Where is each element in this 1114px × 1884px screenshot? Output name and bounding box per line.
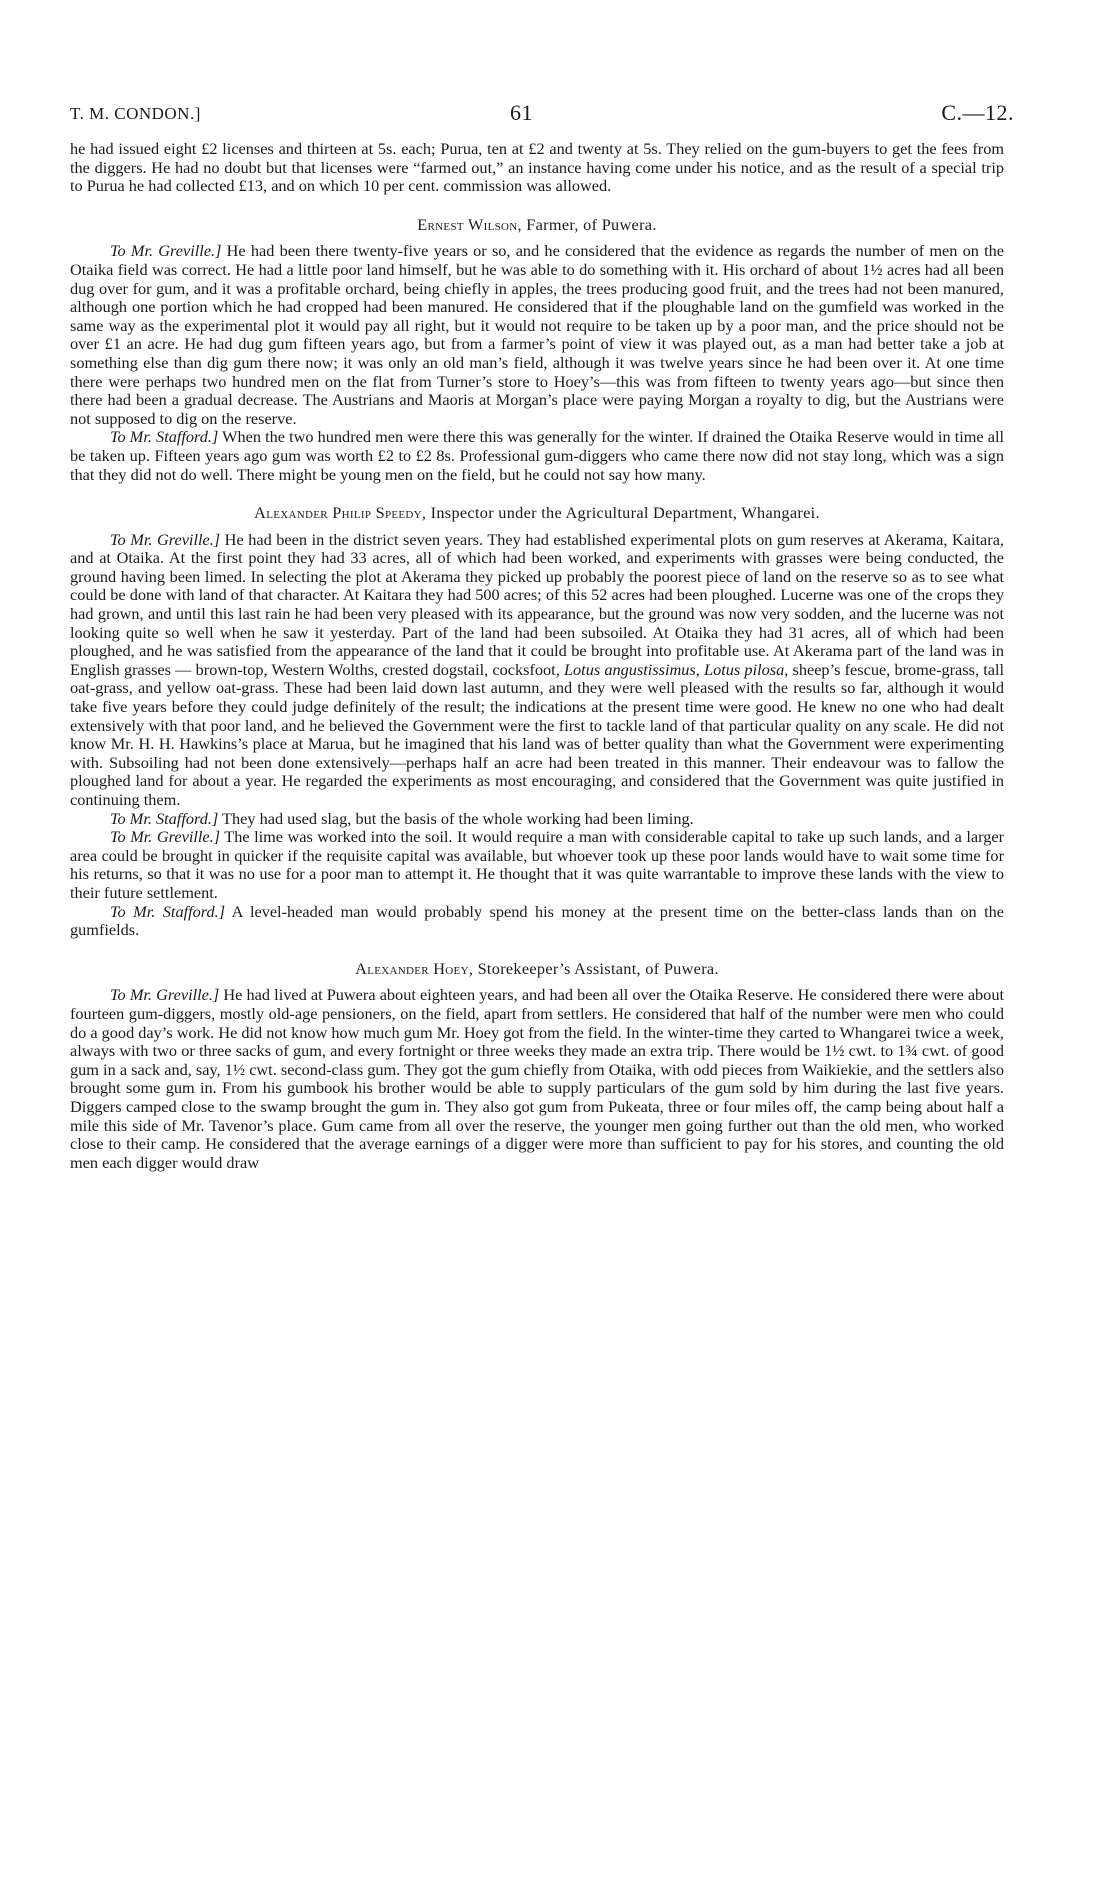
continued-paragraph: he had issued eight £2 licenses and thirteen at 5s. each; Purua, ten at £2 and twenty at 5s. They relied on the gum-buyers to get the fees from the diggers. He had no doubt but that licenses were “farmed out,” an instance having come under his notice, and as the result of a special trip to Purua he had collected £13, and on which 10 per cent. commission was allowed.	[70, 139, 1004, 196]
species-name: Lotus angustissimus	[563, 659, 696, 679]
testimony-text: When the two hundred men were there this was generally for the winter. If drained the Otaika Reserve would in time all be taken up. Fifteen years ago gum was worth £2 to £2 8s. Professional gum-diggers who came there now did not stay long, which was a sign that they did not do well. There might be young men on the field, but he could not say how many.	[70, 427, 1005, 484]
testimony-text: , sheep’s fescue, brome-grass, tall oat-grass, and yellow oat-grass. These had been laid down last autumn, and they were well pleased with the results so far, although it would take five years before they could judge definitely of the result; the indications at the present time were good. He knew no one who had dealt extensively with that poor land, and he believed the Government were the first to tackle land of that particular quality on any scale. He did not know Mr. H. H. Hawkins’s place at Marua, but he imagined that his land was of better quality than what the Government were experimenting with. Subsoiling had not been done extensively—perhaps half an acre had been treated in this manner. Their endeavour was to fallow the ploughed land for about a year. He regarded the experiments as most encouraging, and considered that the Government was quite justified in continuing them.	[70, 659, 1005, 809]
speaker-name: Ernest Wilson	[417, 214, 518, 234]
testimony-text: A level-headed man would probably spend his money at the present time on the better-class lands than on the gumfields.	[70, 901, 1004, 940]
examiner-lead: To Mr. Greville.]	[110, 827, 221, 847]
testimony-paragraph	[70, 428, 1004, 484]
page-header	[70, 100, 1014, 140]
speaker-description: , Inspector under the Agricultural Department, Whangarei.	[421, 503, 820, 523]
testimony-paragraph	[70, 242, 1004, 428]
testimony-text: They had used slag, but the basis of the whole working had been liming.	[218, 808, 694, 828]
testimony-text: He had lived at Puwera about eighteen years, and had been all over the Otaika Reserve. He considered there were about fourteen gum-diggers, mostly old-age pensioners, on the field, apart from settlers. He considered that half of the number were men who could do a good day’s work. He did not know how much gum Mr. Hoey got from the field. In the winter-time they carted to Whangarei twice a week, always with two or three sacks of gum, and every fortnight or three weeks they made an extra trip. There would be 1½ cwt. to 1¾ cwt. of good gum in a sack and, say, 1½ cwt. second-class gum. They got the gum chiefly from Otaika, with odd pieces from Waikiekie, and the settlers also brought some gum in. From his gumbook his brother would be able to supply particulars of the gum sold by him during the last five years. Diggers camped close to the swamp brought the gum in. They also got gum from Pukeata, three or four miles off, the camp being about half a mile this side of Mr. Tavenor’s place. Gum came from all over the reserve, the younger men going further out than the old men, who worked close to their camp. He considered that the average earnings of a digger were more than sufficient to pay for his stores, and counting the old men each digger would draw	[70, 985, 1004, 1172]
testimony-paragraph	[70, 986, 1004, 1172]
speaker-heading-hoey	[70, 960, 1004, 979]
testimony-paragraph	[70, 903, 1004, 940]
testimony-text: The lime was worked into the soil. It would require a man with considerable capital to take up such lands, and a larger area could be brought in quicker if the requisite capital was available, but whoever took up these poor lands would have to wait some time for his returns, so that it was no use for a poor man to attempt it. He thought that it was quite warrantable to improve these lands with the view to their future settlement.	[70, 827, 1004, 902]
examiner-lead: To Mr. Greville.]	[110, 985, 220, 1005]
examiner-lead: To Mr. Stafford.]	[110, 808, 219, 828]
page-number: 61	[510, 100, 533, 125]
speaker-heading-wilson	[70, 216, 1004, 235]
speaker-name: Alexander Philip Speedy	[254, 503, 422, 523]
testimony-text: He had been there twenty-five years or so, and he considered that the evidence as regards the number of men on the Otaika field was correct. He had a little poor land himself, but he was able to do something with it. His orchard of about 1½ acres had all been dug over for gum, and it was a profitable orchard, being chiefly in apples, the trees producing good fruit, and the trees had not been manured, although one portion which he had cropped had been manured. He considered that if the ploughable land on the gumfield was worked in the same way as the experimental plot it would pay all right, but it would not require to be taken up by a poor man, and the price should not be over £1 an acre. He had dug gum fifteen years ago, but from a farmer’s point of view it was played out, as a man had better take a job at something else than dig gum there now; it was only an old man’s field, although it was twelve years since he had been over it. At one time there were perhaps two hundred men on the flat from Turner’s store to Hoey’s—this was from fifteen to twenty years ago—but since then there had been a gradual decrease. The Austrians and Maoris at Morgan’s place were paying Morgan a royalty to dig, but the Austrians were not supposed to dig on the reserve.	[70, 241, 1004, 428]
examiner-lead: To Mr. Stafford.]	[110, 901, 226, 921]
testimony-paragraph	[70, 531, 1004, 810]
header-left: T. M. CONDON.]	[70, 104, 201, 123]
examiner-lead: To Mr. Stafford.]	[110, 427, 219, 447]
document-body	[70, 140, 1004, 1172]
speaker-description: , Farmer, of Puwera.	[517, 214, 657, 234]
speaker-description: , Storekeeper’s Assistant, of Puwera.	[468, 958, 719, 978]
testimony-text: He had been in the district seven years. They had established experimental plots on gum reserves at Akerama, Kaitara, and at Otaika. At the first point they had 33 acres, all of which had been worked, and experiments with grasses were being conducted, the ground having been limed. In selecting the plot at Akerama they picked up probably the poorest piece of land on the reserve so as to see what could be done with land of that character. At Kaitara they had 500 acres; of this 52 acres had been ploughed. Lucerne was one of the crops they had grown, and until this last rain he had been very pleased with its appearance, but the ground was now very sodden, and the lucerne was not looking quite so well when he saw it yesterday. Part of the land had been subsoiled. At Otaika they had 31 acres, all of which had been ploughed, and he was satisfied from the appearance of the land that it could be brought into profitable use. At Akerama part of the land was in English grasses — brown-top, Western Wolths, crested dogstail, cocksfoot,	[70, 529, 1004, 679]
header-right: C.—12.	[941, 100, 1014, 125]
examiner-lead: To Mr. Greville.]	[110, 529, 221, 549]
species-name: Lotus pilosa	[704, 659, 785, 679]
testimony-paragraph	[70, 810, 1004, 829]
separator: ,	[695, 659, 705, 679]
speaker-heading-speedy	[70, 504, 1004, 523]
examiner-lead: To Mr. Greville.]	[110, 241, 222, 261]
speaker-name: Alexander Hoey	[355, 958, 469, 978]
testimony-paragraph	[70, 828, 1004, 902]
